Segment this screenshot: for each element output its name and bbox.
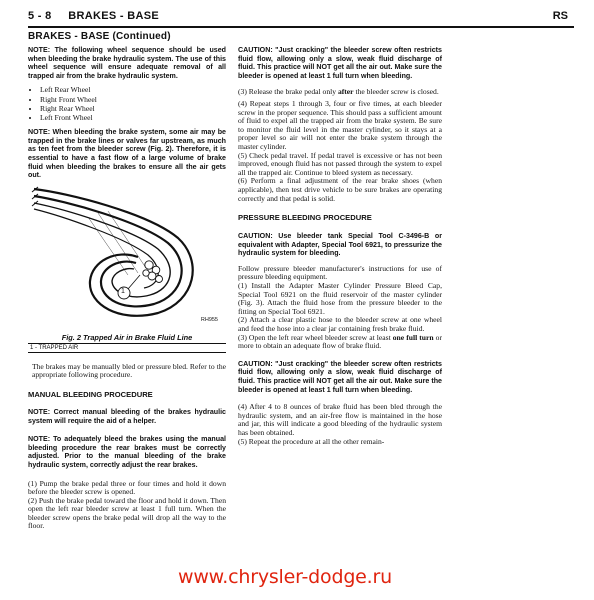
manual-step-3 — [238, 88, 442, 97]
figure-code: RH955 — [200, 316, 218, 323]
heading-manual-bleeding: MANUAL BLEEDING PROCEDURE — [28, 389, 153, 399]
list-item: • Left Rear Wheel — [40, 85, 226, 94]
list-item: • Right Front Wheel — [40, 95, 226, 104]
manual-step-4: (4) Repeat steps 1 through 3, four or five times, at each bleeder screw in the proper sequence. This should pass a sufficient amount of fluid to expel all the trapped air from the brake system. Be sure to monitor the fluid level in the master cylinder, so it stays at a proper level so air will not enter the brake system through the master cylinder. — [238, 98, 442, 151]
page-section-title: 5 - 8 BRAKES - BASE — [28, 10, 159, 22]
left-column — [28, 46, 226, 531]
pressure-intro: Follow pressure bleeder manufacturer's instructions for use of pressure bleeding equipment. — [238, 263, 442, 282]
caution-cracking-1: CAUTION: "Just cracking" the bleeder screw often restricts fluid flow, allowing only a slow, weak fluid discharge of fluid. This practice will NOT get all the air out. Make sure the bleeder is opened at least 1 full turn when bleeding. — [238, 46, 442, 80]
note-wheel-sequence: NOTE: The following wheel sequence should be used when bleeding the brake hydraulic system. The use of this wheel sequence will ensure adequate removal of all trapped air from the brake hydraulic system. — [28, 46, 226, 80]
step3-text-a: (3) Release the brake pedal only — [238, 87, 338, 97]
manual-step-1: (1) Pump the brake pedal three or four times and hold it down before the bleeder screw is opened. — [28, 478, 226, 497]
note-trapped-air: NOTE: When bleeding the brake system, some air may be trapped in the brake lines or valves far upstream, as much as ten feet from the bleeder screw (Fig. 2). Therefore, it is essential to have a fast flow of a large volume of brake fluid when bleeding the brakes to ensure all the air gets out. — [28, 128, 226, 180]
pressure-step-3 — [238, 334, 442, 351]
pressure-step-4: (4) After 4 to 8 ounces of brake fluid has been bled through the hydraulic system, and an air-free flow is maintained in the hose and jar, this will indicate a good bleeding of the hydraulic system has been obtained. — [238, 402, 442, 437]
manual-step-6: (6) Perform a final adjustment of the rear brake shoes (when applicable), then test drive vehicle to be sure brakes are operating correctly and that pedal is solid. — [238, 176, 442, 203]
list-item: • Right Rear Wheel — [40, 104, 226, 113]
brake-line-illustration — [28, 183, 226, 333]
page-header — [28, 10, 574, 28]
manual-step-5: (5) Check pedal travel. If pedal travel is excessive or has not been improved, enough fluid has not passed through the system to expel all the trapped air. Continue to bleed system as necessary. — [238, 150, 442, 177]
watermark-url: www.chrysler-dodge.ru — [178, 566, 392, 588]
pstep3-emphasis: one full turn — [392, 332, 434, 342]
step3-text-b: the bleeder screw is closed. — [353, 87, 439, 97]
list-item: • Left Front Wheel — [40, 113, 226, 122]
pressure-step-5: (5) Repeat the procedure at all the other remain- — [238, 436, 385, 446]
caution-bleeder-tank: CAUTION: Use bleeder tank Special Tool C-3496-B or equivalent with Adapter, Special Tool 6921, to pressurize the hydraulic system for bleeding. — [238, 232, 442, 258]
pstep3-text-b: or more to obtain an adequate flow of brake fluid. — [238, 332, 442, 351]
wheel-sequence-list — [28, 85, 226, 122]
right-column — [238, 46, 442, 446]
figure-legend: 1 - TRAPPED AIR — [28, 343, 226, 353]
callout-number: 1 — [121, 287, 125, 295]
step3-emphasis: after — [337, 87, 354, 97]
pstep3-text-a: (3) Open the left rear wheel bleeder screw at least — [238, 332, 393, 342]
section-subheading: BRAKES - BASE (Continued) — [28, 31, 171, 42]
note-rear-brakes: NOTE: To adequately bleed the brakes using the manual bleeding procedure the rear brakes must be correctly adjusted. Prior to the manual bleeding of the brake hydraulic system, correctly adjust the rear brakes. — [28, 435, 226, 469]
figure-caption: Fig. 2 Trapped Air in Brake Fluid Line — [61, 332, 193, 342]
vehicle-code: RS — [552, 10, 568, 22]
manual-step-2: (2) Push the brake pedal toward the floor and hold it down. Then open the left rear bleeder screw at least 1 full turn. When the bleeder screw opens the brake pedal will drop all the way to the floor. — [28, 495, 226, 531]
figure-trapped-air — [28, 183, 226, 333]
pressure-step-1: (1) Install the Adapter Master Cylinder Pressure Bleed Cap, Special Tool 6921 on the fluid reservoir of the master cylinder (Fig. 3). Attach the fluid hose from the pressure bleeder to the fitting on Special Tool 6921. — [238, 281, 442, 316]
pressure-step-2: (2) Attach a clear plastic hose to the bleeder screw at one wheel and feed the hose into a clear jar containing fresh brake fluid. — [238, 315, 442, 334]
caution-cracking-2: CAUTION: "Just cracking" the bleeder screw often restricts fluid flow, allowing only a slow, weak fluid discharge of fluid. This practice will NOT get all the air out. Make sure the bleeder is opened at least 1 full turn when bleeding. — [238, 359, 442, 394]
note-helper: NOTE: Correct manual bleeding of the brakes hydraulic system will require the aid of a helper. — [28, 407, 226, 425]
heading-pressure-bleeding: PRESSURE BLEEDING PROCEDURE — [238, 213, 372, 223]
bleed-method-paragraph: The brakes may be manually bled or pressure bled. Refer to the appropriate following procedure. — [32, 361, 226, 380]
